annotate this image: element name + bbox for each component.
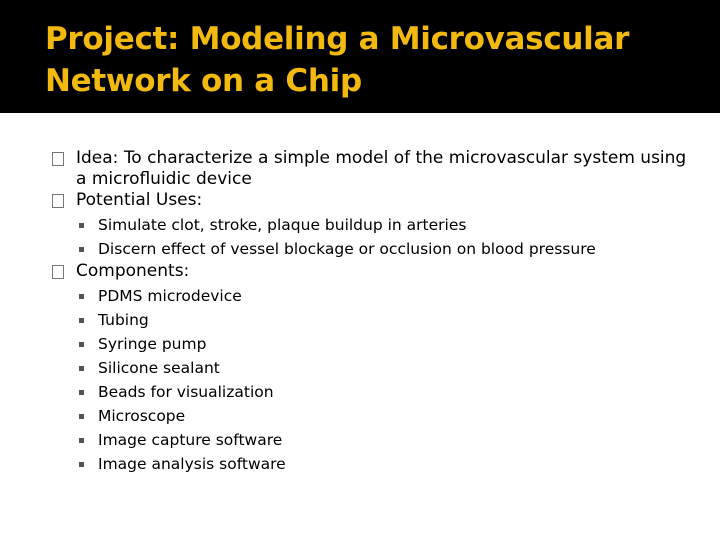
list-item [52,237,692,261]
list-item [52,404,692,428]
bullet-components [52,261,692,282]
list-item [52,380,692,404]
list-item-text: Syringe pump [98,335,207,353]
list-item [52,308,692,332]
list-item [52,213,692,237]
filled-square-icon [79,223,84,228]
list-item-text: Image analysis software [98,455,286,473]
slide-body [52,148,692,476]
bullet-idea [52,148,692,190]
filled-square-icon [79,366,84,371]
filled-square-icon [79,462,84,467]
list-item-text: Discern effect of vessel blockage or occlusion on blood pressure [98,240,596,258]
list-item [52,284,692,308]
filled-square-icon [79,390,84,395]
hollow-square-icon [52,152,64,166]
list-item [52,332,692,356]
list-item-text: Tubing [98,311,149,329]
list-item [52,356,692,380]
hollow-square-icon [52,194,64,208]
filled-square-icon [79,294,84,299]
slide-title: Project: Modeling a Microvascular Network on a Chip [45,21,630,99]
bullet-text: Components: [76,261,190,281]
bullet-text: Potential Uses: [76,190,203,210]
list-item-text: Simulate clot, stroke, plaque buildup in arteries [98,216,467,234]
list-item-text: Image capture software [98,431,283,449]
filled-square-icon [79,247,84,252]
bullet-text: Idea: To characterize a simple model of the microvascular system using a microfluidic device [76,148,687,189]
filled-square-icon [79,414,84,419]
list-item-text: Beads for visualization [98,383,274,401]
bullet-potential-uses [52,190,692,211]
list-item-text: PDMS microdevice [98,287,242,305]
list-item-text: Silicone sealant [98,359,220,377]
potential-uses-list [52,213,692,261]
filled-square-icon [79,318,84,323]
hollow-square-icon [52,265,64,279]
list-item [52,428,692,452]
list-item [52,452,692,476]
filled-square-icon [79,438,84,443]
list-item-text: Microscope [98,407,186,425]
components-list [52,284,692,476]
filled-square-icon [79,342,84,347]
